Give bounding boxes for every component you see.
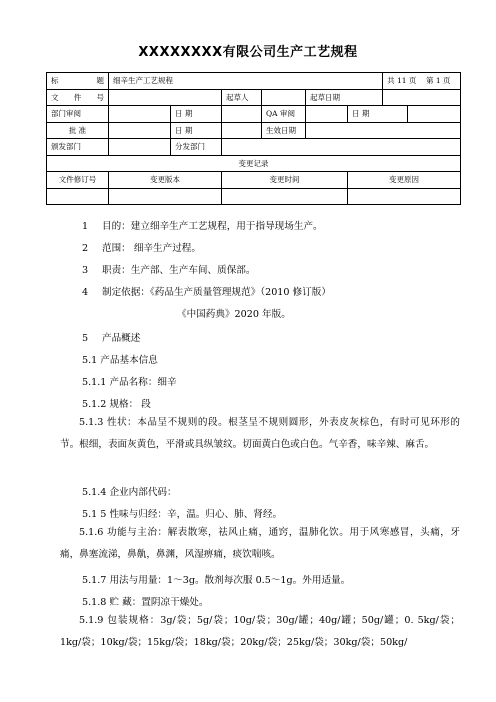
date-value-2 (408, 106, 461, 123)
change-col-time: 变更时间 (222, 172, 348, 189)
section-1: 1 目的：建立细辛生产工艺规程，用于指导现场生产。 (82, 221, 323, 232)
qa-review-value (306, 106, 348, 123)
section-4: 4 制定依据：《药品生产质量管理规范》（2010 修订版） (82, 287, 331, 298)
section-5-1-4: 5.1.4 企业内部代码： (82, 487, 177, 498)
date-label-1: 日 期 (171, 106, 222, 123)
section-5-1-2: 5.1.2 规格： 段 (82, 399, 151, 410)
dept-review-value (109, 106, 171, 123)
section-4-continued: 《中国药典》2020 年版。 (177, 309, 291, 320)
change-cell (348, 188, 461, 205)
approve-value (109, 122, 171, 139)
dist-dept-label: 分发部门 (171, 139, 222, 156)
qa-review-label: QA 审阅 (262, 106, 306, 123)
file-no-label: 文 件 号 (47, 89, 109, 106)
dist-dept-value (222, 139, 461, 156)
change-record-label: 变更记录 (47, 155, 461, 172)
change-col-reason: 变更原因 (348, 172, 461, 189)
section-5-1-6: 5.1.6 功能与主治：解表散寒，祛风止痛，通窍，温肺化饮。用于风寒感冒，头痛，牙痛，鼻塞流涕，鼻鼽，鼻渊，风湿痹痛，痰饮喘咳。 (60, 527, 460, 560)
change-col-version: 变更版本 (109, 172, 222, 189)
title-label: 标 题 (47, 73, 109, 90)
page-count: 共 11 页 第 1 页 (383, 73, 461, 90)
draft-date-label: 起草日期 (306, 89, 383, 106)
change-cell (222, 188, 348, 205)
page-title: XXXXXXXX有限公司生产工艺规程 (138, 45, 358, 60)
section-5-1-8: 5.1.8 贮 藏：置阴凉干燥处。 (82, 597, 209, 608)
drafter-value (262, 89, 306, 106)
date-label-2: 日 期 (348, 106, 408, 123)
section-5-1-5: 5.1 5 性味与归经：辛，温。归心、肺、肾经。 (82, 509, 283, 520)
issue-dept-value (109, 139, 171, 156)
effective-date-value (306, 122, 461, 139)
change-col-revision: 文件修订号 (47, 172, 109, 189)
date-value-1 (222, 106, 262, 123)
effective-date-label: 生效日期 (262, 122, 306, 139)
dept-review-label: 部门审阅 (47, 106, 109, 123)
section-5-1-3: 5.1.3 性状：本品呈不规则的段。根茎呈不规则圆形，外表皮灰棕色，有时可见环形的节。根细，表面灰黄色，平滑或具纵皱纹。切面黄白色或白色。气辛香，味辛辣、麻舌。 (60, 417, 460, 450)
date-label-3: 日 期 (171, 122, 222, 139)
section-2: 2 范围： 细辛生产过程。 (82, 243, 201, 254)
change-cell (47, 188, 109, 205)
document-header-table (46, 72, 461, 205)
approve-label: 批 准 (47, 122, 109, 139)
section-3: 3 职责：生产部、生产车间、质保部。 (82, 265, 256, 276)
drafter-label: 起草人 (222, 89, 262, 106)
draft-date-value (383, 89, 461, 106)
section-5: 5 产品概述 (82, 333, 141, 344)
change-cell (109, 188, 222, 205)
section-5-1-9: 5.1.9 包装规格：3g/袋；5g/袋；10g/袋；30g/罐；40g/罐；50g/罐；0. 5kg/袋；1kg/袋；10kg/袋；15kg/袋；18kg/袋；20kg/袋；25kg/袋；30kg/袋；50kg/ (60, 615, 460, 648)
section-5-1-7: 5.1.7 用法与用量：1～3g。散剂每次服 0.5～1g。外用适量。 (82, 575, 351, 586)
section-5-1: 5.1 产品基本信息 (82, 355, 158, 366)
section-5-1-1: 5.1.1 产品名称：细辛 (82, 377, 177, 388)
file-no-value (109, 89, 222, 106)
title-value: 细辛生产工艺规程 (109, 73, 383, 90)
issue-dept-label: 颁发部门 (47, 139, 109, 156)
date-value-3 (222, 122, 262, 139)
